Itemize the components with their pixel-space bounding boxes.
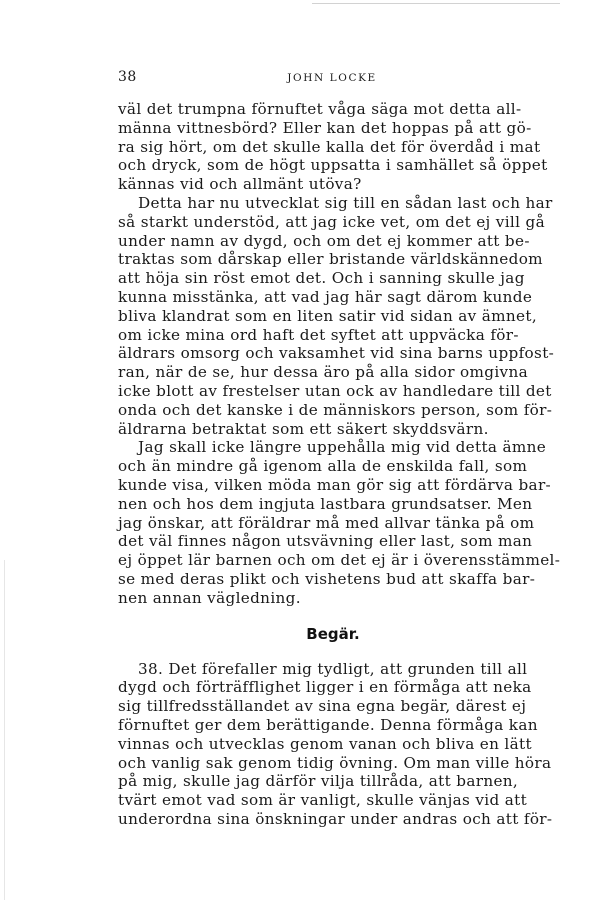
page-number: 38 (118, 69, 137, 85)
text-line: ran, när de se, hur dessa äro på alla sidor omgivna (118, 363, 529, 382)
paragraph (118, 193, 555, 438)
text-line: det väl finnes någon utsvävning eller last, som man (118, 532, 533, 551)
text-line: se med deras plikt och vishetens bud att skaffa bar- (118, 569, 536, 588)
text-line: äldrars omsorg och vaksamhet vid sina barns uppfost- (118, 344, 555, 363)
section-heading: Begär. (306, 624, 360, 643)
section-paragraph (118, 659, 553, 829)
scan-edge-line (312, 3, 560, 4)
text-line: dygd och förträfflighet ligger i en förmåga att neka (118, 678, 532, 697)
text-line: och än mindre gå igenom alla de enskilda fall, som (118, 457, 528, 476)
text-line: Jag skall icke längre uppehålla mig vid detta ämne (138, 438, 547, 457)
text-line: männa vittnesbörd? Eller kan det hoppas på att gö- (118, 118, 532, 137)
text-line: nen och hos dem ingjuta lastbara grundsatser. Men (118, 494, 533, 513)
text-line: förnuftet ger dem berättigande. Denna förmåga kan (118, 715, 538, 734)
body-text (118, 100, 561, 829)
text-line: Detta har nu utvecklat sig till en sådan last och har (138, 193, 553, 212)
text-line: onda och det kanske i de människors person, som för- (118, 400, 553, 419)
text-line: ej öppet lär barnen och om det ej är i överensstämmel- (118, 551, 561, 570)
text-line: vinnas och utvecklas genom vanan och bliva en lätt (118, 734, 532, 753)
text-line: traktas som dårskap eller bristande världskännedom (118, 250, 543, 269)
text-line: nen annan vägledning. (118, 588, 301, 607)
text-line: 38. Det förefaller mig tydligt, att grunden till all (138, 659, 528, 678)
text-line: underordna sina önskningar under andras och att för- (118, 809, 553, 828)
text-line: om icke mina ord haft det syftet att uppväcka för- (118, 325, 519, 344)
text-line: icke blott av frestelser utan ock av handledare till det (118, 381, 552, 400)
text-line: sig tillfredsställandet av sina egna begär, därest ej (118, 697, 527, 716)
text-line: under namn av dygd, och om det ej kommer att be- (118, 231, 530, 250)
text-line: och vanlig sak genom tidig övning. Om man ville höra (118, 753, 552, 772)
paragraph (118, 100, 548, 194)
text-line: så starkt understöd, att jag icke vet, om det ej vill gå (118, 212, 545, 231)
text-line: kunde visa, vilken möda man gör sig att fördärva bar- (118, 475, 552, 494)
paragraph (118, 438, 561, 607)
text-line: kännas vid och allmänt utöva? (118, 175, 362, 194)
scan-margin-shadow (4, 560, 5, 900)
text-line: jag önskar, att föräldrar må med allvar tänka på om (118, 513, 535, 532)
text-line: äldrarna betraktat som ett säkert skyddsvärn. (118, 419, 489, 438)
text-line: att höja sin röst emot det. Och i sanning skulle jag (118, 269, 525, 288)
text-line: bliva klandrat som en liten satir vid sidan av ämnet, (118, 306, 538, 325)
text-line: på mig, skulle jag därför vilja tillråda, att barnen, (118, 772, 519, 791)
running-head: JOHN LOCKE (287, 72, 377, 84)
page-header (118, 69, 546, 91)
text-line: ra sig hört, om det skulle kalla det för överdåd i mat (118, 137, 541, 156)
text-line: kunna misstänka, att vad jag här sagt därom kunde (118, 287, 533, 306)
text-line: tvärt emot vad som är vanligt, skulle vänjas vid att (118, 791, 528, 810)
text-line: väl det trumpna förnuftet våga säga mot detta all- (118, 100, 522, 118)
text-line: och dryck, som de högt uppsatta i samhället så öppet (118, 156, 548, 175)
